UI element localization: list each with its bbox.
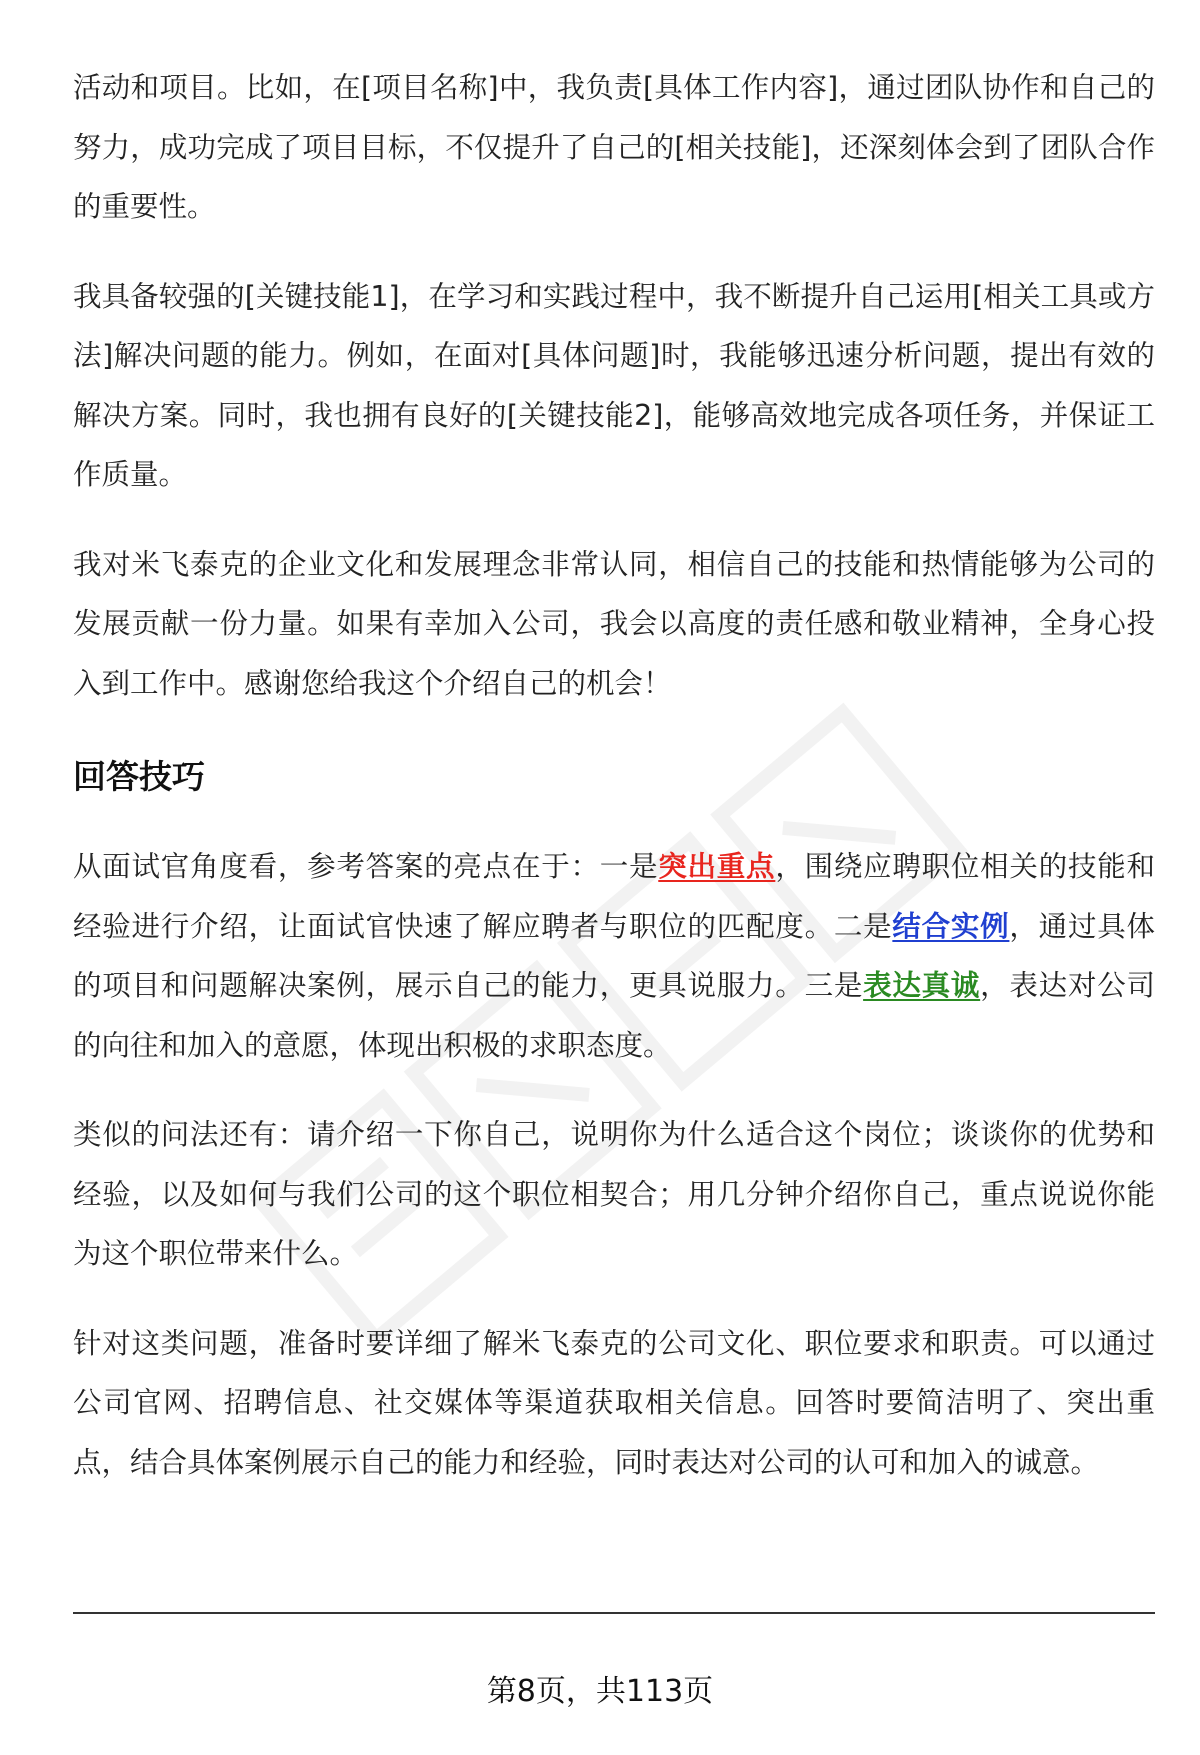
- paragraph-answer-tips: [73, 837, 1155, 1075]
- footer-divider: [73, 1612, 1155, 1614]
- paragraph-similar-questions: 类似的问法还有：请介绍一下你自己，说明你为什么适合这个岗位；谈谈你的优势和经验，以及如何与我们公司的这个职位相契合；用几分钟介绍你自己，重点说说你能为这个职位带来什么。: [73, 1118, 1155, 1270]
- paragraph-project-experience: 活动和项目。比如，在[项目名称]中，我负责[具体工作内容]，通过团队协作和自己的努力，成功完成了项目目标，不仅提升了自己的[相关技能]，还深刻体会到了团队合作的重要性。: [73, 71, 1155, 223]
- tips-text-4: ，表达对公司的向往和加入的意愿，体现出积极的求职态度。: [73, 969, 1155, 1062]
- paragraph-key-skills: 我具备较强的[关键技能1]，在学习和实践过程中，我不断提升自己运用[相关工具或方法]解决问题的能力。例如，在面对[具体问题]时，我能够迅速分析问题，提出有效的解决方案。同时，我也拥有良好的[关键技能2]，能够高效地完成各项任务，并保证工作质量。: [73, 279, 1156, 491]
- tips-text-2: ，围绕应聘职位相关的技能和经验进行介绍，让面试官快速了解应聘者与职位的匹配度。二是: [73, 850, 1155, 943]
- highlight-examples: 结合实例: [892, 909, 1010, 943]
- paragraph-preparation-advice: 针对这类问题，准备时要详细了解米飞泰克的公司文化、职位要求和职责。可以通过公司官网、招聘信息、社交媒体等渠道获取相关信息。回答时要简洁明了、突出重点，结合具体案例展示自己的能力和经验，同时表达对公司的认可和加入的诚意。: [73, 1326, 1155, 1479]
- paragraph-company-fit: 我对米飞泰克的企业文化和发展理念非常认同，相信自己的技能和热情能够为公司的发展贡献一份力量。如果有幸加入公司，我会以高度的责任感和敬业精神，全身心投入到工作中。感谢您给我这个介绍自己的机会！: [73, 547, 1155, 700]
- page-number: 第8页，共113页: [486, 1674, 714, 1709]
- tips-text-1: 从面试官角度看，参考答案的亮点在于：一是: [73, 850, 659, 883]
- highlight-focus: 突出重点: [658, 850, 776, 883]
- highlight-sincerity: 表达真诚: [863, 969, 981, 1002]
- section-heading: 回答技巧: [73, 757, 205, 796]
- document-body: [73, 58, 1155, 1492]
- tips-text-3: ，通过具体的项目和问题解决案例，展示自己的能力，更具说服力。三是: [73, 909, 1155, 1002]
